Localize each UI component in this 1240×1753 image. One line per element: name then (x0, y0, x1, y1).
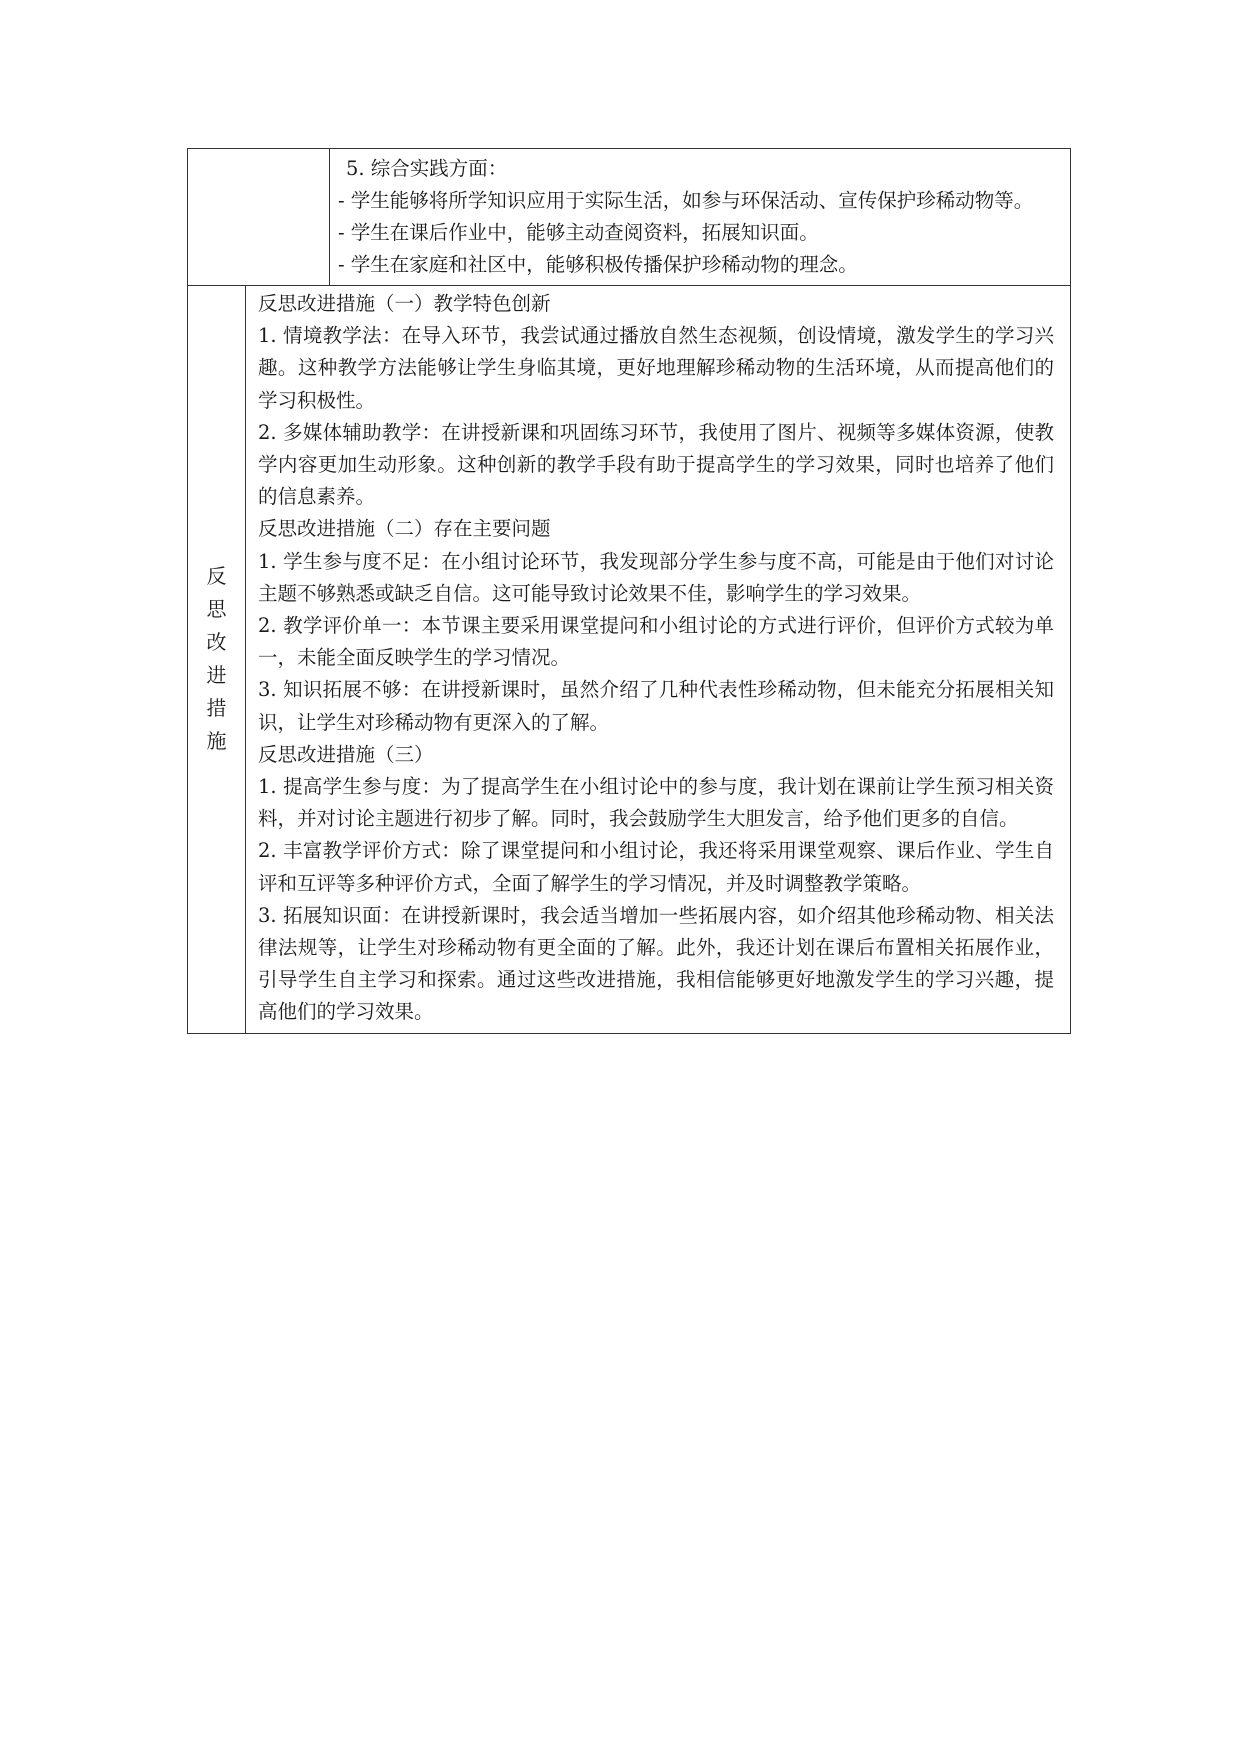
practice-row (188, 149, 1071, 286)
section-item: 2. 丰富教学评价方式：除了课堂提问和小组讨论，我还将采用课堂观察、课后作业、学生自评和互评等多种评价方式，全面了解学生的学习情况，并及时调整教学策略。 (258, 839, 1054, 895)
reflection-row (188, 286, 1071, 1034)
section-title: 反思改进措施（一）教学特色创新 (258, 292, 551, 315)
label-char: 反 (206, 564, 227, 589)
section-title: 反思改进措施（三） (258, 742, 434, 766)
label-char: 施 (206, 729, 227, 754)
section-item: 1. 学生参与度不足：在小组讨论环节，我发现部分学生参与度不高，可能是由于他们对讨论主题不够熟悉或缺乏自信。这可能导致讨论效果不佳，影响学生的学习效果。 (258, 549, 1054, 605)
practice-item: - 学生在课后作业中，能够主动查阅资料，拓展知识面。 (338, 221, 819, 244)
section-item: 1. 情境教学法：在导入环节，我尝试通过播放自然生态视频，创设情境，激发学生的学习兴趣。这种教学方法能够让学生身临其境，更好地理解珍稀动物的生活环境，从而提高他们的学习积极性。 (258, 324, 1054, 412)
label-char: 改 (206, 630, 227, 655)
label-char: 进 (206, 663, 227, 688)
label-char: 措 (206, 696, 227, 721)
section-item: 3. 知识拓展不够：在讲授新课时，虽然介绍了几种代表性珍稀动物，但未能充分拓展相关知识，让学生对珍稀动物有更深入的了解。 (258, 678, 1054, 734)
section-title: 反思改进措施（二）存在主要问题 (258, 517, 551, 541)
practice-item: - 学生在家庭和社区中，能够积极传播保护珍稀动物的理念。 (338, 253, 858, 276)
section-item: 2. 多媒体辅助教学：在讲授新课和巩固练习环节，我使用了图片、视频等多媒体资源，使教学内容更加生动形象。这种创新的教学手段有助于提高学生的学习效果，同时也培养了他们的信息素养。 (258, 420, 1054, 509)
section-item: 1. 提高学生参与度：为了提高学生在小组讨论中的参与度，我计划在课前让学生预习相关资料，并对讨论主题进行初步了解。同时，我会鼓励学生大胆发言，给予他们更多的自信。 (258, 775, 1054, 831)
practice-cell (330, 149, 1071, 286)
reflection-content-cell (246, 286, 1071, 1034)
reflection-label-cell (188, 286, 246, 1034)
practice-item: - 学生能够将所学知识应用于实际生活，如参与环保活动、宣传保护珍稀动物等。 (338, 189, 1034, 212)
empty-label-cell (188, 149, 330, 286)
practice-heading: 5. 综合实践方面： (346, 157, 508, 180)
lesson-table (187, 148, 1071, 1034)
label-char: 思 (206, 597, 227, 622)
section-item: 3. 拓展知识面：在讲授新课时，我会适当增加一些拓展内容，如介绍其他珍稀动物、相关法律法规等，让学生对珍稀动物有更全面的了解。此外，我还计划在课后布置相关拓展作业，引导学生自主学习和探索。通过这些改进措施，我相信能够更好地激发学生的学习兴趣，提高他们的学习效果。 (258, 903, 1054, 1024)
section-item: 2. 教学评价单一：本节课主要采用课堂提问和小组讨论的方式进行评价，但评价方式较为单一，未能全面反映学生的学习情况。 (258, 614, 1054, 670)
